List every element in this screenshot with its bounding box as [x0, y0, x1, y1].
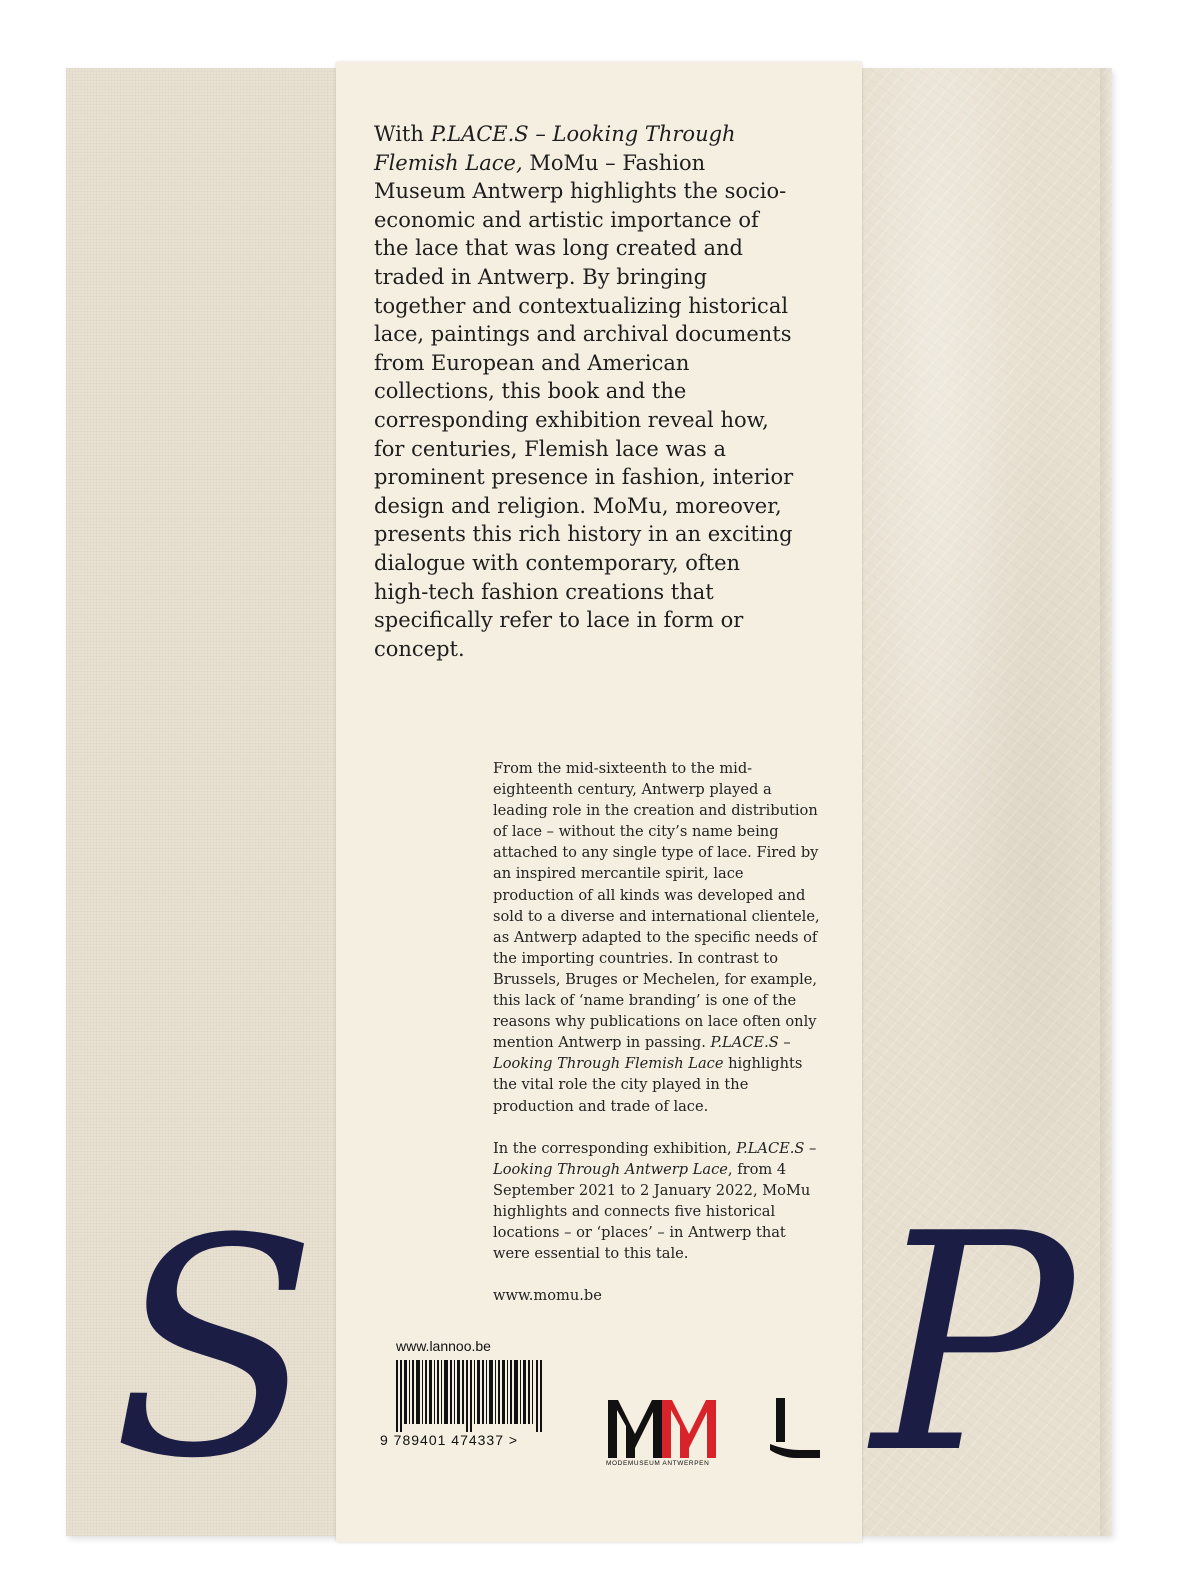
momu-logo [608, 1398, 716, 1458]
body-text [493, 758, 823, 1327]
body-p2-a: In the corresponding exhibition, [493, 1139, 737, 1157]
isbn-number: 9 789401 474337 > [380, 1432, 519, 1448]
intro-lead: With [374, 122, 431, 146]
body-p1-a: From the mid-sixteenth to the mid-eighteenth century, Antwerp played a leading role in the creation and distribution of lace – without the city’s name being attached to any single type of lace. Fired by an inspired mercantile spirit, lace production of all kinds was developed and sold to a diverse and international clientele, as Antwerp adapted to the specific needs of the importing countries. In contrast to Brussels, Bruges or Mechelen, for example, this lack of ‘name branding’ is one of the reasons why publications on lace often only mention Antwerp in passing. [493, 760, 820, 1052]
lannoo-logo [770, 1398, 826, 1458]
body-p1-title: P.LACE.S – Looking Through Flemish Lace [493, 1034, 791, 1073]
body-paragraph-2 [493, 1138, 823, 1265]
body-paragraph-1 [493, 758, 823, 1117]
belly-band [336, 62, 862, 1542]
body-p1-b: highlights the vital role the city played in the production and trade of lace. [493, 1055, 803, 1115]
cover-letter-s: S [112, 1175, 318, 1524]
momu-website[interactable]: www.momu.be [493, 1287, 602, 1305]
cover-letter-p: P [872, 1170, 1074, 1519]
body-p2-b: , from 4 September 2021 to 2 January 2022, MoMu highlights and connects five historical locations – or ‘places’ – in Antwerp that were essential to this tale. [493, 1160, 811, 1263]
momu-caption: MODEMUSEUM ANTWERPEN [606, 1460, 710, 1467]
intro-title: P.LACE.S – Looking Through Flemish Lace, [374, 122, 736, 175]
intro-text [374, 120, 794, 663]
body-p2-title: P.LACE.S – Looking Through Antwerp Lace [493, 1139, 817, 1178]
lannoo-website[interactable]: www.lannoo.be [396, 1338, 491, 1354]
intro-rest: MoMu – Fashion Museum Antwerp highlights the socio-economic and artistic importance of the lace that was long created and traded in Antwerp. By bringing together and contextualizing historical lace, paintings and archival documents from European and American collections, this book and the corresponding exhibition reveal how, for centuries, Flemish lace was a prominent presence in fashion, interior design and religion. MoMu, moreover, presents this rich history in an exciting dialogue with contemporary, often high-tech fashion creations that specifically refer to lace in form or concept. [374, 150, 794, 661]
book-spine-edge [1100, 68, 1112, 1536]
barcode [396, 1360, 546, 1432]
